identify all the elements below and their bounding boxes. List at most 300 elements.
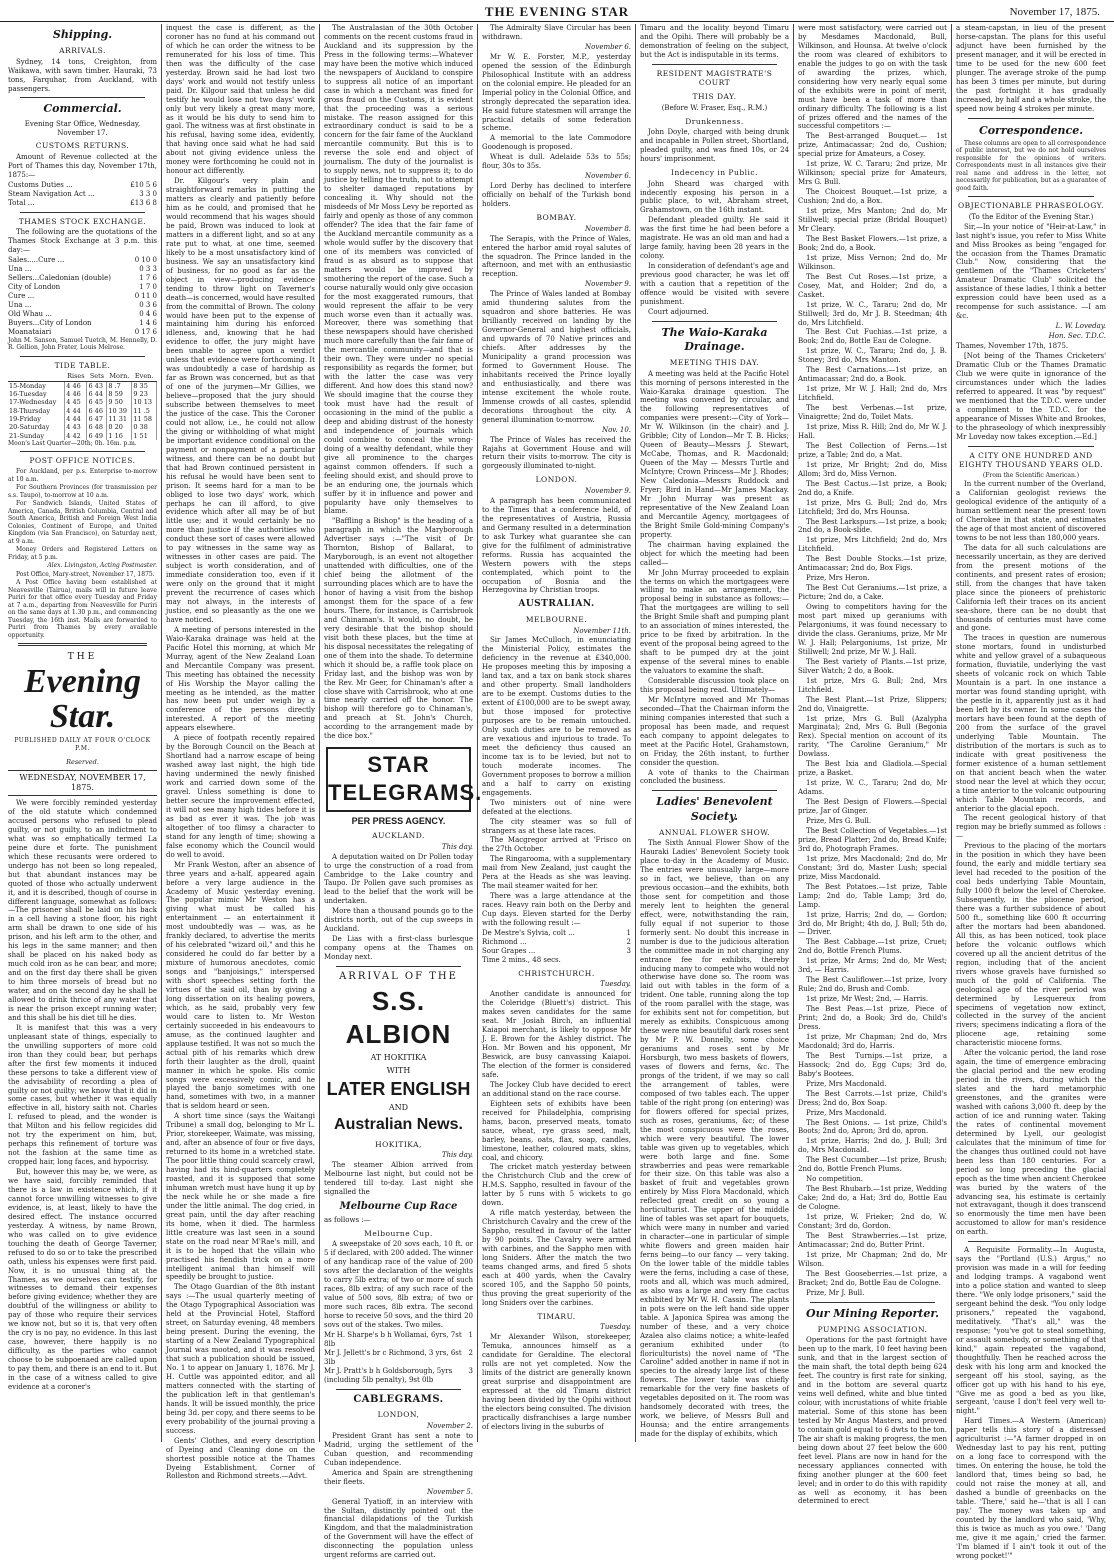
customs-row [8,190,157,199]
prize-entry: 1st prize, Mrs G. Bull; 2nd, Mrs Litchfield. [798,676,947,694]
prize-entry: 1st prize, W. C., Tararu; 2nd do, J. B. Stoney; 3rd do, Mrs Manton. [798,347,947,365]
tide-cell: 6 49 [87,432,107,440]
telegram-item: The steamer Albion arrived from Melbourne last night, but could not be tendered till to-day. Last night she signalled the [324,1161,473,1196]
prize-entry: The Best Collection of Vegetables.—1st prize, Bread Platter; 2nd do, Bread Knife; 3rd do, Photograph Frames. [798,826,947,853]
issue-date: November 17, 1875. [1009,6,1100,18]
article-source: (From the Scientific American.) [982,471,1080,479]
tide-cell: 0 20 [107,423,132,431]
tide-cell: 21-Sunday [8,432,65,440]
prize-entry: 1st prize, W. Frieker; 2nd do, W. Constant; 3rd do, Gordon. [798,1213,947,1230]
with-label: WITH [386,1065,411,1075]
prize-entry: The Best Carrots.—1st prize, Child's Dress; 2nd do, Box Soap. [798,1089,947,1107]
arrivals-heading: ARRIVALS. [59,46,106,56]
post-notice: For Southern Provinces (for transmission per s.s. Taupo), to-morrow at 10 a.m. [8,484,157,499]
row-label: Moanataiari [8,327,52,336]
editorial-paragraph: We were forcibly reminded yesterday of the old statute which condemned accused persons who refused to plead guilty, or not guilty, to an indictment to what was so emphatically termed La peine dure et forte. The punishment which these recusants were ordered to undergo has not been so long repealed, but that abundant instances may be quoted of those who actually underwent it, and it is described, though of course in different language, somewhat as follows:—The prisoner shall be laid on his back in a cell having a stone floor, his right arm shall be drawn to one side of his prison, and his left arm to the other, and his legs in the same manner; and then shall be placed on his naked body as much cold iron as he can bear, and more; and on the first day there shall be given to him three morsels of bread but no water, and on the second day he shall be allowed to drink thrice of any water that is near the prison except running water; and this shall be his diet till he dies. [8,799,157,1022]
editorial-date: WEDNESDAY, NOVEMBER 17, 1875. [8,770,157,796]
prize-entry: 1st prize, Harris; 2nd do, — Gordon; 3rd do, Mr Bright; 4th do, J. Bull; 5th do, — Driver. [798,910,947,937]
tide-cell: 4 43 [65,423,87,431]
tide-cell: 18-Thursday [8,407,65,415]
tide-col: Sets [87,372,107,381]
prize-entry: 1st prize, W. C. Tararu; 2nd prize, Mr Wilkinson; special prize for Amateurs, Mrs G. Bull. [798,160,947,187]
prize-entry: 1st prize, Harris; 2nd do, J. Bull; 3rd do, Mrs Macdonald. [798,1137,947,1155]
stock-row [8,274,157,283]
cable-item: America and Spain are strengthening their fleets. [324,1468,473,1486]
australian-news-heading: Australian News. [334,1116,463,1134]
prize-entry: Owing to competitors having for the most part mixed up geraniums with Pelargoniums, it was found necessary to divide the class. Geraniums, prize, Mr Mr W. J. Hall; Pelargoniums, 1st prize, Mr Stillwell; 2nd prize, Mr W. J. Hall. [798,603,947,656]
stock-table [8,256,157,337]
stock-row [8,301,157,310]
dateline: This day. [441,1151,473,1160]
court-item: Defendant pleaded guilty. He said it was the first time he had been before a magistrate. He was an old man and had a large family, having been 28 years in the colony. [640,216,789,261]
prize-entry: The Best Carnations.—1st prize, an Antimacassar; 2nd do, a Book. [798,366,947,384]
telegram-item: Eighteen sets of exhibits have been received for Philadelphia, comprising hams, bacon, preserved meats, tomato sauce, wheat, rye grass seed, malt, barley, beans, oats, flax, soap, candles, limestone, leather, coloured mats, skins, coal, and chicory. [482,1099,631,1162]
london-heading: LONDON, [377,1410,420,1420]
mining-continued: a steam-capstan, in lieu of the present horse-capstan. The plans for this useful adjunct have been furnished by the present manager, and it will be erected in time to be used for the new 600 feet plunger. The average stroke of the pump has been 3 times per minute, but during the past fortnight it has gradually increased, by half and a whole stroke, the speed now being 4 strokes per minute. [956,24,1106,113]
dateline: November 5. [427,1487,473,1496]
prize-entry: 1st prize, W. C., Tararu; 2nd do, Mr Adams. [798,779,947,797]
telegram-item: The city steamer was so full of strangers as at these late races. [482,817,631,835]
dateline: Nov. 10. [601,425,631,434]
telegram-item: A rifle match yesterday, between the Christchurch Cavalry and the crew of the Sappho, resulted in favour of the latter by 90 points. The Cavalry were armed with carbines, and the Sappho men with long Sniders. After the match the two teams changed arms, and fired 5 shots each at 400 yards, when the Cavalry scored 105, and the Sappho 50 points, thus proving the great superiority of the long Sniders over the carbines. [482,1209,631,1307]
prize-entry: The Best variety of Plants.—1st prize, Silver Watch; 2 do, a Book. [798,657,947,675]
dateline: November 9. [585,486,631,495]
dateline: November 11th. [573,626,631,635]
moon-note: Moon's Last Quarter—20th; 0h. 16m. p.m. [8,439,137,447]
shipping-heading: Shipping. [52,28,113,41]
divider [20,212,145,213]
prize-entry: The Best Plant.—1st Prize, Slippers; 2nd do, Vinaigrette. [798,695,947,713]
row-label: Mr H. Sharpe's b h Wollamai, 6yrs, 7st 8lb [324,1330,462,1348]
prize-entry: The Best-arranged Bouquet.— 1st prize, Antimacassar; 2nd do, Cushion; special prize for Amateurs, a Cosey. [798,132,947,159]
column-4 [478,24,636,1442]
column-1 [4,24,162,1442]
prize-entry: The Best Ixia and Gladiola.—Special prize, a Basket. [798,760,947,778]
column-5 [636,24,794,1442]
cable-item: The Serapis, with the Prince of Wales, entered the harbor amid royal salutes of the squadron. The Prince landed in the afternoon, and met with an enthusiastic reception. [482,234,631,279]
tide-cell: 4 42 [65,432,87,440]
row-label: Mr J. Pratt's b h Goldsborough, 5yrs (including 5lb penalty), 9st 0lb [324,1366,453,1384]
letter-date: Thames, November 17th, 1875. [956,342,1069,351]
tide-cell: 4 44 [65,415,87,423]
news-item: The Australasian of the 30th October comments on the recent customs fraud in Auckland and its suppression by the Press in the following terms:—Whatever may have been the motive which induced the newspapers of Auckland to conspire to suppress all notice of an important case in which a merchant was fined for gross fraud on the Customs, it is evident that the proceeding was a serious mistake. The reason assigned for this extraordinary conduct is said to be a concern for the fair fame of the Auckland mercantile community. But this is to reverse the sole end and object of journalism. The duty of the journalist is to supply news, not to suppress it; to do justice by telling the truth, not to attempt to shelter damaged reputations by concealing it. Why should not the misdeeds of Mr Moss Levy be reported as fairly and openly as those of any common offender? The idea that the fair fame of the Auckland mercantile community as a whole would suffer by the discovery that one of its members was convicted of fraud is as absurd as to suppose that matters would be improved by smothering the report of the case. Such a course naturally would only give occasion for the most exaggerated rumours, that would represent the affair to be very much worse even than it actually was. Moreover, there was something that these newspapers should have cherished much more carefully than the fair fame of the mercantile community—and that is their own. They were under no special responsibility as regards the former, but with the latter the case was very different. And how does this stand now? We should imagine that the course they took must have had the result of occasioning in the mind of the public a deep and abiding distrust of the honesty and independence of journals which could combine to conceal the wrong-doing of a wealthy defendant, while they give all prominence to the charges against common offenders. If such a feeling should exist, and should prove to be an enduring one, the journals which suffer by it in influence and power and popularity have only themselves to blame. [324,24,473,516]
stock-row [8,265,157,274]
page-columns [4,24,1110,1560]
row-label: Richmond ... [482,937,527,946]
stock-row [8,283,157,292]
report-paragraph: Mr John Murray proceeded to explain the terms on which the mortgagees were willing to make an arrangement, the proposal being in substance as follows:—That the mortgagees are willing to sell the Bright Smile shaft and pumping plant to an association of mines interested, the price to be fixed by arbitration. In the event of the proposal being agreed to the shaft to be pumped dry at the joint expense of the several mines to enable the valuators to examine the shaft. [640,568,789,676]
cable-item: The Admiralty Slave Circular has been withdrawn. [482,24,631,41]
row-label: Old Whau ... [8,309,52,318]
cup-result-row [324,1367,473,1385]
cup-result-row [324,1331,473,1349]
tide-row [8,390,157,398]
prize-entry: The Best Strawberries.—1st prize, Antimacassar; 2nd do, Butter Print. [798,1231,947,1249]
report-paragraph: Mr McIntyre moved and Mr Thomas seconded—That the Chairman inform the mining companies interested that such a proposal has been made, and request each company to appoint delegates to meet at the Pacific Hotel, Grahamstown, on Friday, the 26th instant, to further consider the question. [640,695,789,767]
article-heading: A CITY ONE HUNDRED AND EIGHTY THOUSAND YEARS OLD. [958,450,1104,470]
rm-court-magistrate: (Before W. Fraser, Esq., R.M.) [661,103,768,112]
prize-entry: The Best Onions. — 1st prize, Child's Boots; 2nd do, Apron; 3rd do, apron. [798,1118,947,1136]
divider [968,446,1094,447]
tide-row [8,415,157,423]
tide-cell: 11 58 [132,415,157,423]
tide-cell: 17-Wednesday [8,398,65,406]
melbourne-heading: MELBOURNE. [525,614,588,624]
tide-cell: 6 44 [87,390,107,398]
article-paragraph: The recent geological history of that region may be briefly summed as follows :— [956,814,1106,841]
drunkenness-heading: Drunkenness. [685,116,744,126]
tide-heading: TIDE TABLE. [54,360,111,370]
pumping-association-heading: PUMPING ASSOCIATION. [817,1324,928,1334]
post-notice: For Sandwich Islands, United States of America, Canada, British Columbia, Central and South America, British and Foreign West India Colonies, Continent of Europe, and United Kingdom (via San Francisco), on Saturday next, at 9 a.m. [8,500,157,545]
news-item: A piece of footpath recently repaired by the Borough Council on the Beach at Shortland had a narrow escape of being washed away last night, the high tide having undermined the newly finished work and carried down some of the gravel. Unless something is done to better secure the improvement effected, it will not see many high tides before it is as bad as ever it was. The job was altogether of too flimsy a character to stand for any length of time; showing a false economy which the Council would do well to avoid. [166,734,315,859]
stock-row [8,328,157,337]
cable-item: Wheat is dull. Adelaide 53s to 55s; flour, 30s to 35s. [482,153,631,171]
tide-cell: 4 46 [65,390,87,398]
report-continued: were most satisfactory, were carried out by Mesdames Macdonald, Bull, Wilkinson, and Hounsa. At twelve o'clock the room was cleared of exhibitors to enable the judges to go on with the task of awarding the prizes, which, considering how very nearly equal some of the exhibits were in point of merit, must have been a task of more than ordinary difficulty. The following is a list of prizes offered and the names of the successful competitors :— [798,24,947,131]
row-value: 3 [468,1366,473,1375]
dateline: November 6. [585,172,631,181]
correspondence-heading: Correspondence. [978,123,1084,137]
tide-cell: 20-Saturday [8,423,65,431]
report-paragraph: A meeting was held at the Pacific Hotel this morning of persons interested in the Waio-Karaka drainage question. The meeting was convened by circular, and the following representatives of companies were present:—City of York—Mr W. Wilkinson (in the chair) and J. Gribble; City of London—Mr T. B. Hicks; Queen of Beauty—Messrs J. Stewart, McCabe, Thomas, and R. Macdonald; Queen of the May — Messrs Turtle and McIntyre; Crown Princess—Mr J. Rhodes; New Caledonia—Messrs Ruddock and Fryer; Bird in Hand—Mr James Mackay. Mr John Murray was present as representative of the New Zealand Loan and Mercantile Agency, mortgagees of the Bright Smile Gold-mining Company's property. [640,369,789,539]
dateline: Tuesday. [600,980,631,989]
tide-cell: 8 .7 [107,381,132,390]
customs-text: Amount of Revenue collected at the Port of Thames this day, November 17th, 1875:— [8,153,157,179]
row-label: Total ... [8,198,35,207]
dateline: Tuesday. [600,1323,631,1332]
prize-entry: The Best Potatoes.—1st prize, Table Lamp; 2nd do, Table Lamp; 3rd do, Lamp. [798,882,947,909]
dateline: November 2. [427,1421,473,1430]
anecdote-paragraph: A Requisite Formality.—In Augusta, says the "Portland (U.S.) Argus," no provision was made in a will for feeding and lodging tramps. A vagabond went into a police station and wanted to sleep there. "We only lodge prisoners," said the sergeant behind the desk. "You only lodge prisoners," repeated the vagabond, meditatively. "That's all," was the response; "you've got to steal something, or assault somebody, or something of that kind," again repeated the vagabond, thoughtfully. Then he reached across the desk with his long arm and knocked the sergeant off his stool, saying, as the officer got up with his hand to his eye, "Give me as good a bed as you like, sergeant, 'cause I don't feel very well to-night." [956,1246,1106,1416]
row-value: 2 [468,1348,473,1357]
advertisement: Gents' Clothes, and every description of Dyeing and Cleaning done on the shortest possible notice at the Thames Dyeing Establishment, Corner of Rolleston and Richmond streets.—Advt. [166,1436,315,1481]
row-value: 1 [468,1330,473,1339]
report-paragraph: Considerable discussion took place on this proposal being read. Ultimately— [640,677,789,694]
row-label: Sales.....Cure ... [8,256,65,265]
editor-note: [Not being of the Thames Cricketers' Dramatic Club or the Thames Dramatic Club we were quite in ignorance of the circumstances under which the ladies referred to appeared. It was "by request" we mentioned that the T.D.C. were under a compliment to the T.D.C. for the appearance of Misses White and Brookes, to the phraseology of which inexpressibly Mr Loveday now takes exception.—Ed.] [956,352,1106,441]
row-value: 3 [626,946,631,955]
row-value: £13 6 8 [130,198,157,207]
row-value: 0 17 6 [134,327,157,336]
prize-entry: Prize, Mr J. Bull. [806,1288,865,1297]
derby-time: Time 2 mins., 48 secs. [482,955,561,964]
cable-item: The Prince of Wales has received the Rajahs at Government House and will return their visits to-morrow. The city is gorgeously illuminated to-night. [482,435,631,471]
prize-entry: The Best Cactus.—1st prize, a Book; 2nd do, a Knife. [798,479,947,497]
letter-signature: L. W. Loveday. [1055,322,1106,331]
tide-cell: 1 51 [132,432,157,440]
cable-item: Mr W. E. Forster, M.P., yesterday opened the session of the Edinburgh Philosophical Institute with an address on the colonial empire. He pleaded for an Imperial policy in the Colonial Office, and strongly deprecated the separation idea. He said future statesmen will arrange the practical details of some federation scheme. [482,52,631,133]
news-item: The Otago Guardian of the 8th instant says :—The usual quarterly meeting of the Otago Typographical Association was held at the Provincial Hotel, Stafford street, on Saturday evening, 48 members being present. During the evening, the starting of a New Zealand Typographical Journal was mooted, and it was resolved that such a publication should be issued, No. 1 to appear on January 1, 1876. Mr J. H. Cuttle was appointed editor, and all matters connected with the starting of the publication left in that gentleman's hands. It will be issued monthly, the price being 3d. per copy, and there seems to be every probability of the journal proving a success. [166,1283,315,1435]
correspondence-note: These columns are open to all correspondence of public interest, but we do not hold ourselves responsible for the opinions of writers. Correspondents must in all instances give their real name and address in the letter, not necessarily for publication, but as a guarantee of good faith. [956,139,1107,192]
nameplate-title: Evening Star. [23,662,142,736]
tide-row [8,381,157,390]
meeting-heading: MEETING THIS DAY. [669,358,760,367]
divider [336,1389,461,1390]
tide-col: Rises [65,372,87,381]
ladies-society-heading: Ladies' Benevolent Society. [656,795,773,823]
row-value: 0 4 6 [139,309,157,318]
tide-table [8,372,157,440]
prize-entry: 1st prize, Mrs G. Bull (Azalypha Marginata); 2nd, Mrs G. Bull (Begonia Rex). Special mention on account of its rarity, "The Caroline Geranium," Mr Dowlass. [798,714,947,759]
tide-cell: 9 50 [107,398,132,406]
divider [18,643,147,646]
post-notice: For Auckland, per p.s. Enterprise to-morrow at 10 a.m. [8,468,157,483]
telegram-item: Sir James McCulloch, in enunciating the Ministerial Policy, estimates the deficiency in the revenue at £340,000. He proposes meeting this by imposing a land tax, and a tax on bank stock shares and other property. Small landholders are to be exempt. Customs duties to the extent of £100,000 are to be swept away, but those imposed for protective purposes are to be remain untouched. Only such duties are to be removed as are vexatious and injurious to trade. To meet the deficiency thus caused an income tax is to be levied, but not to touch moderate incomes. The Government proposes to borrow a million and a half to carry on existing engagements. [482,636,631,797]
court-item: In consideration of defendant's age and previous good character, he was let off with a caution that a repetition of the offence would be visited with severe punishment. [640,262,789,306]
australian-heading: AUSTRALIAN. [518,599,595,610]
report-paragraph: A vote of thanks to the Chairman concluded the business. [640,768,789,786]
article-paragraph: Previous to the placing of the mortars in the position in which they have been found, the early and middle tertiary sea level had receded to the position of the coal beds underlying Table Mountain, fully 1000 ft below the level of Cherokee. Subsequently, in the pliocene period, there was a further subsidence of about 500 ft., something like 600 ft occurring after the mortars had been abandoned. All this, as has been noticed, took place before the volcanic outflows which covered up all the ancient detritus of the region, including that of the ancient rivers whose gravels have furnished so much of the gold of California. The geological age of the river period was determined by Lesquereux from specimens of vegetation now extinct, collected in the survey of the ancient rivers; specimens indicating a flora of the pliocene age, retaining some characteristic miocene forms. [956,842,1106,1048]
prize-entry: The Best Design of Flowers.—Special prize, Jar of Ginger. [798,798,947,816]
cable-item: A memorial to the late Commodore Goodenough is proposed. [482,134,631,152]
prize-entry: The Best Double Stocks.—1st prize, Antimacassar; 2nd do, Box Figs. [798,555,947,573]
bombay-heading: BOMBAY. [536,213,577,223]
letter-address: (To the Editor of the Evening Star.) [968,212,1094,221]
neavesville-notice: A Post Office having been established at Neavesville (Tairua), mails will in future leave Puriri for that office every Tuesday and Friday at 7 a.m., departing from Neavesville for Puriri on the same days at 1.30 p.m., and commencing Tuesday, the 16th inst. Mails are forwarded to Puriri from Thames by every available opportunity. [8,579,157,639]
tide-cell: 10 39 [107,407,132,415]
prize-entry: 1st prize, Mr Chapman; 2nd do, Mrs Macdonald; 3rd do, Harris. [798,1032,947,1050]
prize-entry: The Best Rhubarb.—1st prize, Wedding Cake; 2nd do, a Hat; 3rd do, Bottle Eau de Cologne. [798,1185,947,1212]
tide-cell: 1 16 [107,432,132,440]
customs-heading: CUSTOMS RETURNS. [35,141,130,151]
telegram-item: Mr Alexander Wilson, storekeeper, Temuka, announces himself as a candidate for Geraldine. The electoral rolls are not yet completed. Now the limits of the district are generally known great surprise and disappointment are expressed at the old Timaru district having been divided by the Opihi without the electors being consulted. The division practically disfranchises a large number of electors living in the suburbs of [482,1333,631,1431]
row-label: Mr J. Jellett's br c Richmond, 3 yrs, 6st 3lb [324,1348,462,1366]
divider [652,64,777,65]
row-value: 3 3 0 [139,189,157,198]
tide-cell: 6 46 [87,407,107,415]
row-value: 2 [626,937,631,946]
prize-entry: Prize, Mrs Macdonald. [806,1079,887,1088]
prize-entry: 1st prize, Miss Vernon; 2nd do, Mr Wilkinson. [798,253,947,271]
prize-entry: The Best Cut Geraniums.—1st prize, a Picture; 2nd do, a Cake. [798,584,947,602]
derby-result-row [482,929,631,938]
london-heading: LONDON. [535,475,578,485]
row-value: 0 10 0 [134,256,157,265]
tide-cell: 0 38 [132,423,157,431]
prize-list [798,132,947,1297]
anecdote-paragraph: Hard Times.—A Western (American) paper tells this story of a distressed agriculturist :—"A farmer dropped in on Wednesday last to pay his rent, putting on a long face to correspond with the times. On entering the house, he told the landlord that, times being so bad, he could not raise the money at all, and dashed a bundle of greenbacks on the table. 'There,' said he—'that is all I can pay.' The money was taken up and counted by the landlord who said, 'Why, this is twice as much as you owe.' 'Dang me, give it me again,' cried the farmer. 'I'm blamed if I ain't took it out of the wrong pocket!'" [956,1417,1106,1560]
auckland-heading: AUCKLAND. [372,831,425,841]
prize-entry: The Best Collection of Ferns.—1st prize, a Table; 2nd do, a Mat. [798,441,947,459]
telegram-item: The Ringarooma, with a supplementary mail from New Zealand, just caught the Pera at the Heads as she was leaving. The mail steamer waited for her. [482,855,631,891]
dateline: This day. [441,842,473,851]
article-paragraph: The data for all such calculations are necessarily uncertain, as they are derived from the present motions of the continents, and present rates of erosion; still, from the changes that have taken place since the pioneers of prehistoric California left their traces on its ancient sea-shore, there can be no doubt that thousands of centuries must have come and gone. [956,543,1106,633]
column-3 [320,24,483,1560]
drainage-heading: The Waio-Karaka Drainage. [661,325,768,353]
prize-entry: No competition. [806,1175,864,1184]
editorial-paragraph: Dr. Kilgour's very plain and straightforward remarks in putting the matters as clearly and patiently before him as he could, and promised that he would recommend that his wages should be paid, Brown was induced to look at matters in a different light, and so at any rate put to what, at one time, seemed likely to be a most unsatisfactory kind of business. We say an unsatisfactory kind of business, for no good as far as the object in view—producing evidence tending to throw light on Taverner's death—is concerned, would have resulted from the committal of Brown. The colony would have been put to the expense of maintaining him during his enforced idleness, and, knowing that he had evidence to offer, the jury might have been unable to agree upon a verdict unless that evidence were forthcoming. It was undoubtedly a case of hardship as far as Brown was concerned, but as that of one of the jurymen—Mr Gillies, we believe—proposed that the jury should subscribe between themselves to meet the justice of the case. This the Coroner could not allow, i.e., he could not allow the giving or withholding of what might be important evidence conditional on the payment or nonpayment of a particular witness, and there can be no doubt but that had Brown continued persistent in his refusal he would have been sent to prison. It seems hard for a man to be obliged to lose two days' work, which perhaps he can ill afford, to give evidence which after all may be of but little use; and it would certainly be no more than justice if the authorities who conduct these sort of cases were allowed to pay witnesses in the same way as witnesses in other cases are paid. The subject is worth consideration, and of immediate consideration too, even if it were only on the ground that it might prevent the recurrence of cases which may not always, in the interests of justice, end so pleasantly as the one we have noticed. [166,177,315,624]
telegram-item: The cricket match yesterday between the Christchurch Club and the crew of H.M.S. Sappho, resulted in favour of the latter by 5 runs with 5 wickets to go down. [482,1163,631,1208]
nameplate-the: THE [67,652,98,662]
prize-entry: 1st prize, Mrs G. Bull; 2nd do, Mrs Litchfield; 3rd do, Mrs Hounsa. [798,498,947,516]
tide-cell: 15-Monday [8,381,65,390]
report-paragraph: The chairman having explained the object for which the meeting had been called— [640,540,789,567]
tide-cell: 11 31 [107,415,132,423]
telegram-item: The Jockey Club have decided to erect an additional stand on the race course. [482,1080,631,1098]
editorial-paragraph: It is manifest that this was a very unpleasant state of things, especially to the unwilling supporters of more cold iron than they could bear, but perhaps after the first few moments it induced these persons to take a different view of the advisability of recording a plea of guilty or not guilty; we know that it did in some cases, but whether it was equally effective in all, history saith not. Charles I. refused to plead, and the wonder is that Milton and his fellow regicides did not try the experiment on him, but, perhaps this refinement of torture was not the fashion at the same time as cropped hair, long faces, and hypocrisy. [8,1023,157,1167]
tide-row [8,423,157,431]
telegram-item: Two ministers out of nine were defeated at the elections. [482,798,631,816]
letter-heading: OBJECTIONABLE PHRASEOLOGY. [957,201,1105,211]
later-english-heading: LATER ENGLISH [326,1078,471,1099]
prize-entry: 1st prize, Mr Arms; 2nd do, Mr West; 3rd, — Harris. [798,957,947,975]
letter-signature-title: Hon. Sec. T.D.C. [1048,332,1106,341]
telegram-item: A deputation waited on Dr Pollen today to urge the construction of a road from Cambridge to the Lake country and Taupo. Dr Pollen gave such promises as lead to the belief that the work will be undertaken. [324,852,473,906]
arrivals-text: Sydney, 14 tons, Creighton, from Waikawa, with sawn timber. Hauraki, 73 tons, Farquhar, from Auckland, with passengers. [8,57,157,93]
post-notice: Money Orders and Registered Letters on Friday, at 5 p.m. [8,546,157,561]
postmaster-signature: Alex. Livingston, Acting Postmaster. [47,562,157,569]
tide-cell: 10 13 [132,398,157,406]
row-value: 0 3 3 [139,265,157,274]
row-label: Customs Duties ... [8,180,73,189]
prize-entry: Prize, Mrs G. Bull. [806,817,872,826]
prize-entry: The Best Gooseberries.—1st prize, a Bracket; 2nd do, Bottle Eau de Cologne. [798,1269,947,1287]
row-label: Buyers...City of London [8,318,92,327]
tide-col: Morn. [107,372,132,381]
derby-result-row [482,947,631,956]
divider [20,97,145,98]
prize-entry: The Best Cucumber.—1st prize, Brush; 2nd do, Bottle French Plums. [798,1156,947,1174]
article-paragraph: The traces in question are numerous stone mortars, found in undisturbed white and yellow gravel of a subaqueous formation, fluviatile, underlying the vast sheets of volcanic rock on which Table Mountain is a part. In one instance a mortar was found standing upright, with the pestle in it, apparently just as it had been left by its owner. In some cases the mortars have been found at the depth of 200 from the surface of the gravel underlying Table Mountain. The distribution of the mortars is such as to indicate with great positiveness the former existence of a human settlement on that ancient beach when the water stood near the level at which they occur, a time anterior to the volcanic outpouring which Table Mountain records, and anterior to the glacial epoch. [956,634,1106,813]
row-label: Una ... [8,265,32,274]
cable-item: Lord Derby has declined to interfere officially on behalf of the Turkish bond holders. [482,182,631,209]
arrival-heading: ARRIVAL OF THE [339,971,458,983]
court-item: John Sheard was charged with indecently exposing his person in a public place, to wit, Abraham street, Grahamstown, on the 16th instant. [640,179,789,215]
divider [336,966,461,967]
rm-court-heading: RESIDENT MAGISTRATE'S COURT [656,68,773,88]
court-item: John Doyle, charged with being drunk and incapable in Pollen street, Shortland, pleaded guilty, and was fined 10s, or 24 hours' imprisonment. [640,128,789,163]
telegram-item: De Lias with a first-class burlesque company opens at the Thames on Monday next. [324,935,473,962]
tide-cell: 6 47 [87,415,107,423]
melbourne-cup-heading: Melbourne Cup Race [339,1200,458,1212]
broker-names: John M. Sanson, Samuel Tuetch, M. Hennelly, D. R. Gellion, John Frater, Louis Melrose. [8,336,157,352]
dateline: November 6. [585,42,631,51]
divider [810,1302,935,1303]
cable-item: The Prince of Wales landed at Bombay amid thundering salutes from the squadron and shore batteries. He was brilliantly received on landing by the Governor-General and highest officials, and upwards of 70 Native princes and chiefs. After addresses by the Municipality a grand procession was formed to Government House. The inhabitants received the Prince loyally and enthusiastically, and there was intense excitement the whole route. Immense crowds of all castes, splendid decorations throughout the city. A general illumination to-morrow. [482,290,631,424]
prize-entry: The Best Larkspurs.—1st prize, a book; 2nd do, a Book-slide. [798,517,947,535]
tide-cell: 4 45 [65,398,87,406]
row-label: Steam Navigation Act ... [8,189,95,198]
divider [652,321,777,322]
telegram-item: Another candidate is announced for the Coleridge (Bluett's) district. This makes seven candidates for the same seat. Mr Josiah Birch, an influential Kaiapoi merchant, is likely to oppose Mr J. E. Brown for the Ashley district. The Hon. Mr Bowen and his opponent, Mr Beswick, are busy canvassing Kaiapoi. The election of the former is considered safe. [482,990,631,1079]
prize-entry: 1st prize, Mrs Litchfield; 2nd do, Mrs Litchfield. [798,536,947,554]
cablegrams-heading: CABLEGRAMS. [353,1393,444,1405]
and-label: AND [388,1102,409,1112]
prize-entry: 1st prize, Mr Bright; 2nd do, Miss Allom; 3rd do, Miss Vernon. [798,460,947,478]
post-office-date: Post Office, Mary-street, November 17, 1875. [16,570,155,578]
office-line: Evening Star Office, Wednesday, November 17. [24,119,141,137]
tide-header-row [8,372,157,381]
cup-subtitle: as follows :— [324,1215,371,1224]
article-paragraph: In the current number of the Overland, a Californian geologist reviews the geological evidence of the antiquity of a human settlement near the present town of Cherokee in that state, and estimates the age of that most ancient of discovered towns to be not less than 180,000 years. [956,480,1106,542]
tide-cell: 19-Friday [8,415,65,423]
telegram-item: The Macgregor arrived at 'Frisco on the 27th October. [482,836,631,854]
column-2 [162,24,320,1481]
cable-item: President Grant has sent a note to Madrid, urging the settlement of the Cuban question, and recommending Cuban independence. [324,1431,473,1467]
stock-row [8,319,157,328]
row-value: 1 4 6 [139,318,157,327]
press-agency-heading: PER PRESS AGENCY. [351,815,446,826]
hokitika-heading: HOKITIKA, [375,1139,422,1149]
letter-body: Sir,—In your notice of "Heir-at-Law," in last night's issue, you refer to Miss White and Miss Brookes as being "engaged for the occasion from the Thames Dramatic Club." Now, considering that the gentlemen of the "Thames Cricketers' Amateur Dramatic Club" solicited the assistance of these ladies, I think a better expression could have been used as a recompense for such assistance. —I am &c. [956,222,1106,321]
prize-entry: Prize, Mrs Heron. [806,574,870,583]
indecency-heading: Indecency in Public. [671,167,758,177]
news-item: A short time since (says the Waitangi Tribune) a small dog, belonging to Mr L. Prior, storekeeper, Waimate, was missing, and, after an absence of four or five days, returned to its home in a wretched state. The poor little thing could scarcely crawl, having had its hind-quarters completely roasted, and it is supposed that some inhuman wretch must have hung it up by the neck while he or she made a fire under the little animal. The dog cried, in great pain, until the day after reaching its home, when it died. The harmless little creature was last seen in a sound state on the road near M'Rae's mill, and it is to be hoped that the villain who practised his fiendish trick on a more intelligent animal than himself will speedily be brought to justice. [166,1112,315,1282]
row-value: £10 5 6 [130,180,157,189]
stock-row [8,292,157,301]
prize-entry: The best Verbenas.—1st prize, Vinaigrette; 2nd do, Toilet Mats. [798,404,947,422]
prize-entry: The Best Peas.—1st prize, Piece of Print; 2nd do, a Book; 3rd do, Child's Dress. [798,1005,947,1031]
row-label: City of London [8,283,61,292]
cable-item: General Tyatioff, in an interview with the Sultan, distinctly pointed out the financial dilapidations of the Turkish Kingdom, and that the maladministration of the Government will have the effect of disconnecting the population unless urgent reforms are carried out. [324,1497,473,1560]
prize-entry: 1st prize, Mr West; 2nd, — Harris. [806,995,929,1004]
nameplate [8,652,157,752]
prize-entry: The Best Cauliflower.—1st prize, Ivory Rule; 2nd do, Brush and Comb. [798,976,947,994]
prize-entry: 1st prize, Mrs Manton; 2nd do, Mr Stillwell; special prize (Bridal Bouquet) Mr Cleary. [798,207,947,233]
tide-row [8,432,157,440]
row-label: Cure ... [8,292,35,301]
tide-cell: 6 45 [87,398,107,406]
prize-entry: The Best Basket Flowers.—1st prize, a Book; 2nd do, a Book. [798,234,947,252]
publication-note: PUBLISHED DAILY AT FOUR O'CLOCK P.M. [14,736,151,752]
divider [968,196,1094,197]
prize-entry: The Best Cut Roses.—1st prize, a Cosey, Mat, and Holder; 2nd do, a Casket. [798,272,947,299]
row-label: Sellers...Caledonian (double) [8,274,111,283]
row-label: De Mestre's Sylvia, colt ... [482,928,575,937]
christchurch-heading: CHRISTCHURCH. [518,968,595,978]
tide-cell: 9 23 [132,390,157,398]
stock-row [8,310,157,319]
row-value: 0 11 0 [134,292,157,301]
tide-col: Even. [132,372,157,381]
divider [20,451,145,452]
newspaper-title: THE EVENING STAR [484,4,630,19]
cup-title: Melbourne Cup. [364,1228,433,1238]
telegram-item: More than a thousand pounds go to the districts north, out of the cup sweeps in Auckland. [324,907,473,934]
stock-heading: THAMES STOCK EXCHANGE. [18,216,147,226]
dateline: November 8. [585,224,631,233]
row-value: 0 3 6 [139,301,157,309]
divider [968,118,1094,119]
court-item: Court adjourned. [648,307,709,316]
stock-text: The following are the quotations of the Thames Stock Exchange at 3 p.m. this day:— [8,228,157,255]
row-value: 1 [626,928,631,937]
row-label: Sour Grapes ... [482,946,536,955]
commercial-heading: Commercial. [43,102,122,116]
customs-table [8,181,157,208]
tide-cell: 8 59 [107,390,132,398]
derby-result-row [482,938,631,947]
row-value: 1 7 6 [139,274,157,283]
editorial-paragraph: But, however this may be, we were, as we have said, forcibly reminded that there is a law in existence which, if it cannot force unwilling witnesses to give evidence, is, at least, likely to have the desired effect. The instance occurred yesterday. A witness, by name Brown, who was called on to give evidence touching the death of George Taverner, refused to do so or to take the prescribed oath, unless his expenses were first paid. Now, it is no unusual thing at the Thames, as we ourselves can testify, for witnesses to demand their expenses before giving evidence; whether they are doubtful of the willingness or ability to pay of those who require their services we know not, but so it is, that very often the cry is no pay, no evidence. In this last case, however, there happily is no difficulty, as the parties who cannot choose to be subpoenaed are called upon to pay them, and there is an end to it. But in the case of a witness called to give evidence at a coroner's [8,1168,157,1391]
stock-row [8,256,157,265]
divider [968,1241,1094,1242]
masthead [0,0,1114,22]
prize-entry: The Choicest Bouquet.—1st prize, a Cushion; 2nd do, a Box. [798,188,947,206]
customs-total-row [8,199,157,208]
timaru-heading: TIMARU. [537,1311,576,1321]
divider [20,356,145,357]
prize-entry: 1st prize, Mrs Macdonald; 2nd do, Mr Constant; 3rd do, Master Lush; special prize, Miss Macdonald. [798,854,947,881]
tide-cell: 8 35 [132,381,157,390]
prize-entry: 1st prize, Mr Chapman; 2nd do, Mr Wilson. [798,1250,947,1268]
post-office-heading: POST OFFICE NOTICES. [29,456,136,466]
prize-entry: 1st prize, Miss R. Hill; 2nd do, Mr W. J. Hall. [798,422,947,440]
row-value: 1 7 0 [139,283,157,292]
prize-entry: The Best Cabbage.—1st prize, Cruet; 2nd do, Bottle French Plums. [798,938,947,956]
tide-cell: 4 46 [65,381,87,390]
